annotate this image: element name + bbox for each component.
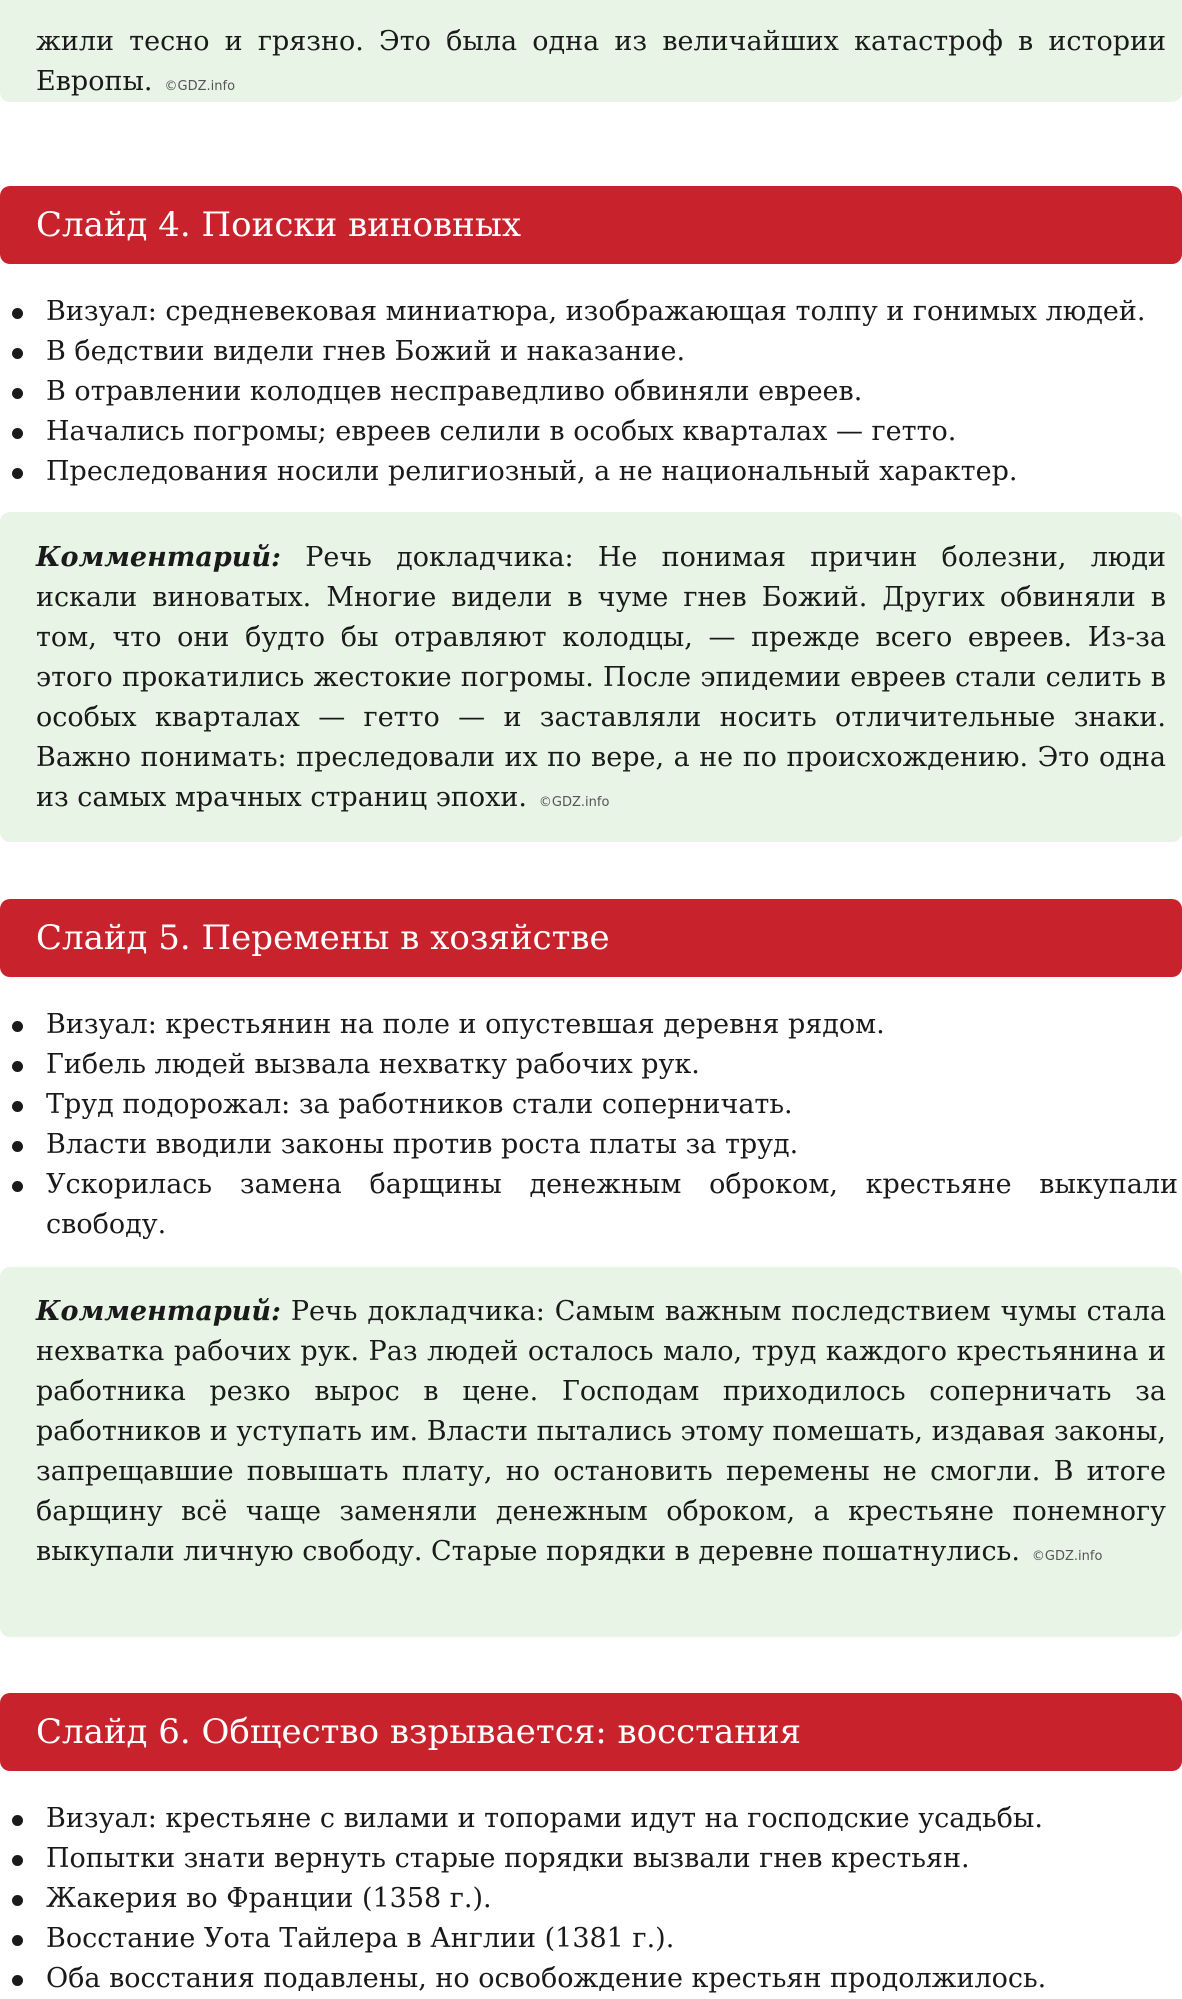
slide-4-watermark: ©GDZ.info [538,795,610,810]
comment-label: Комментарий: [36,1296,281,1327]
slide-4-comment [36,538,1166,823]
slide-5-comment [36,1292,1166,1577]
slide-5-header [0,899,1182,977]
list-item: Оба восстания подавлены, но освобождение крестьян продолжилось. [0,1959,1182,1999]
slide-5-title: Слайд 5. Перемены в хозяйстве [36,918,610,958]
list-item: Ускорилась замена барщины денежным оброком, крестьяне выкупали свободу. [0,1165,1182,1245]
list-item: Труд подорожал: за работников стали соперничать. [0,1085,1182,1125]
intro-text-block [36,22,1166,107]
slide-4-title: Слайд 4. Поиски виновных [36,205,522,245]
list-item: Преследования носили религиозный, а не национальный характер. [0,452,1182,492]
slide-5-watermark: ©GDZ.info [1031,1549,1103,1564]
intro-watermark: ©GDZ.info [164,79,236,94]
list-item: Визуал: крестьянин на поле и опустевшая деревня рядом. [0,1005,1182,1045]
list-item: Попытки знати вернуть старые порядки вызвали гнев крестьян. [0,1839,1182,1879]
list-item: Восстание Уота Тайлера в Англии (1381 г.). [0,1919,1182,1959]
slide-6-bullets [0,1799,1182,1999]
slide-6-header [0,1693,1182,1771]
slide-6-title: Слайд 6. Общество взрывается: восстания [36,1712,802,1752]
comment-text: Речь докладчика: Не понимая причин болезни, люди искали виноватых. Многие видели в чуме гнев Божий. Других обвиняли в том, что они будто бы отравляют колодцы, — прежде всего евреев. Из-за этого прокатились жестокие погромы. После эпидемии евреев стали селить в особых кварталах — гетто — и заставляли носить отличительные знаки. Важно понимать: преследовали их по вере, а не по происхождению. Это одна из самых мрачных страниц эпохи. [36,542,1166,813]
slide-4-header [0,186,1182,264]
slide-4-bullets [0,292,1182,492]
list-item: В бедствии видели гнев Божий и наказание. [0,332,1182,372]
list-item: Гибель людей вызвала нехватку рабочих рук. [0,1045,1182,1085]
list-item: Начались погромы; евреев селили в особых кварталах — гетто. [0,412,1182,452]
list-item: Визуал: средневековая миниатюра, изображающая толпу и гонимых людей. [0,292,1182,332]
comment-label: Комментарий: [36,542,281,573]
comment-text: Речь докладчика: Самым важным последствием чумы стала нехватка рабочих рук. Раз людей осталось мало, труд каждого крестьянина и работника резко вырос в цене. Господам приходилось соперничать за работников и уступать им. Власти пытались этому помешать, издавая законы, запрещавшие повышать плату, но остановить перемены не смогли. В итоге барщину всё чаще заменяли денежным оброком, а крестьяне понемногу выкупали личную свободу. Старые порядки в деревне пошатнулись. [36,1296,1166,1567]
list-item: Визуал: крестьяне с вилами и топорами идут на господские усадьбы. [0,1799,1182,1839]
list-item: Жакерия во Франции (1358 г.). [0,1879,1182,1919]
list-item: В отравлении колодцев несправедливо обвиняли евреев. [0,372,1182,412]
list-item: Власти вводили законы против роста платы за труд. [0,1125,1182,1165]
slide-5-bullets [0,1005,1182,1245]
intro-text: жили тесно и грязно. Это была одна из величайших катастроф в истории Европы. [36,26,1166,97]
